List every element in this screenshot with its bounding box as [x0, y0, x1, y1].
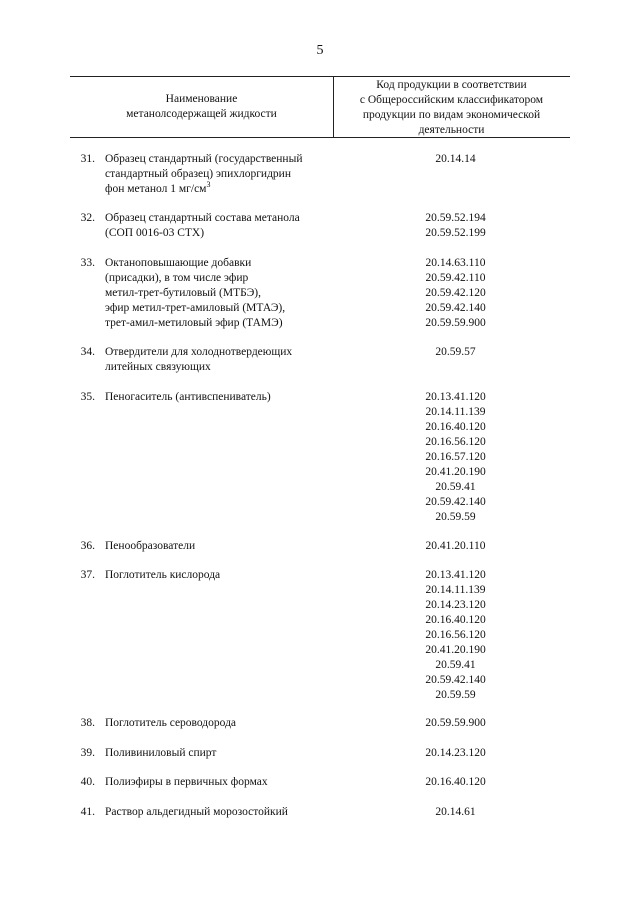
item-code: 20.59.42.140 [425, 302, 486, 314]
item-number: 32. [80, 212, 95, 224]
item-name-line: метил-трет-бутиловый (МТБЭ), [105, 287, 262, 299]
item-name-line: стандартный образец) эпихлоргидрин [105, 168, 291, 180]
item-name-line: Пенообразователи [105, 540, 196, 552]
item-name-line: Поливиниловый спирт [105, 747, 217, 759]
item-name [105, 805, 345, 820]
header-top-rule [70, 76, 570, 77]
item-name-line: эфир метил-трет-амиловый (МТАЭ), [105, 302, 286, 314]
header-code-line: Код продукции в соответствии [376, 79, 527, 91]
item-code: 20.59.52.194 [425, 212, 486, 224]
item-name [105, 256, 345, 331]
item-name-line: Поглотитель кислорода [105, 569, 221, 581]
item-name [105, 390, 345, 405]
header-name-column [70, 92, 333, 122]
item-codes [403, 775, 508, 790]
item-name-line: Полиэфиры в первичных формах [105, 776, 268, 788]
item-code: 20.41.20.190 [425, 644, 486, 656]
item-code: 20.59.41 [435, 659, 476, 671]
item-name [105, 775, 345, 790]
item-name [105, 746, 345, 761]
item-code: 20.16.40.120 [425, 421, 486, 433]
item-code: 20.59.41 [435, 481, 476, 493]
item-number: 34. [80, 346, 95, 358]
item-name-line: литейных связующих [105, 361, 211, 373]
item-name-line: Образец стандартный (государственный [105, 153, 303, 165]
item-code: 20.16.56.120 [425, 436, 486, 448]
item-code: 20.13.41.120 [425, 391, 486, 403]
item-name [105, 345, 345, 375]
page-number: 5 [316, 43, 324, 58]
item-name-line [105, 182, 345, 197]
header-code-line: деятельности [418, 124, 485, 136]
item-name [105, 716, 345, 731]
item-codes [403, 152, 508, 167]
item-number: 38. [80, 717, 95, 729]
item-code: 20.16.57.120 [425, 451, 486, 463]
header-name-line: Наименование [165, 93, 238, 105]
item-code: 20.16.40.120 [425, 614, 486, 626]
item-codes [403, 716, 508, 731]
item-number: 41. [80, 806, 95, 818]
item-code: 20.59.59.900 [425, 717, 486, 729]
item-code: 20.59.57 [435, 346, 476, 358]
item-name-line: Раствор альдегидный морозостойкий [105, 806, 288, 818]
item-name-line: Пеногаситель (антивспениватель) [105, 391, 271, 403]
item-code: 20.59.59 [435, 689, 476, 701]
item-name-line: (присадки), в том числе эфир [105, 272, 249, 284]
item-code: 20.59.42.120 [425, 287, 486, 299]
item-codes [403, 390, 508, 525]
item-code: 20.14.61 [435, 806, 476, 818]
item-number: 37. [80, 569, 95, 581]
item-codes [403, 345, 508, 360]
item-code: 20.59.52.199 [425, 227, 486, 239]
item-name [105, 539, 345, 554]
item-code: 20.41.20.190 [425, 466, 486, 478]
item-number: 36. [80, 540, 95, 552]
item-name [105, 211, 345, 241]
item-code: 20.59.42.140 [425, 496, 486, 508]
item-code: 20.16.56.120 [425, 629, 486, 641]
header-code-line: продукции по видам экономической [362, 109, 541, 121]
item-number: 40. [80, 776, 95, 788]
item-name-line: трет-амил-метиловый эфир (ТАМЭ) [105, 317, 283, 329]
item-name-text: фон метанол 1 мг/см [105, 183, 207, 195]
item-codes [403, 568, 508, 703]
superscript: 3 [206, 180, 211, 190]
item-code: 20.16.40.120 [425, 776, 486, 788]
item-name-line: Поглотитель сероводорода [105, 717, 237, 729]
header-code-column [333, 78, 570, 138]
item-codes [403, 539, 508, 554]
item-code: 20.14.14 [435, 153, 476, 165]
item-name-line: Октаноповышающие добавки [105, 257, 252, 269]
item-code: 20.14.11.139 [425, 406, 486, 418]
item-code: 20.14.23.120 [425, 599, 486, 611]
item-name [105, 568, 345, 583]
item-code: 20.59.42.140 [425, 674, 486, 686]
header-name-line: метанолсодержащей жидкости [126, 108, 277, 120]
item-name [105, 152, 345, 197]
item-codes [403, 256, 508, 331]
item-codes [403, 805, 508, 820]
item-code: 20.14.11.139 [425, 584, 486, 596]
item-code: 20.59.42.110 [425, 272, 486, 284]
item-codes [403, 211, 508, 241]
item-name-line: (СОП 0016-03 СТХ) [105, 227, 205, 239]
item-number: 33. [80, 257, 95, 269]
item-code: 20.13.41.120 [425, 569, 486, 581]
item-number: 31. [80, 153, 95, 165]
header-code-line: с Общероссийским классификатором [359, 94, 544, 106]
item-code: 20.14.63.110 [425, 257, 486, 269]
item-name-line: Образец стандартный состава метанола [105, 212, 300, 224]
item-code: 20.59.59.900 [425, 317, 486, 329]
item-number: 39. [80, 747, 95, 759]
item-name-line: Отвердители для холоднотвердеющих [105, 346, 293, 358]
item-codes [403, 746, 508, 761]
item-code: 20.41.20.110 [425, 540, 486, 552]
item-code: 20.14.23.120 [425, 747, 486, 759]
item-number: 35. [80, 391, 95, 403]
item-code: 20.59.59 [435, 511, 476, 523]
